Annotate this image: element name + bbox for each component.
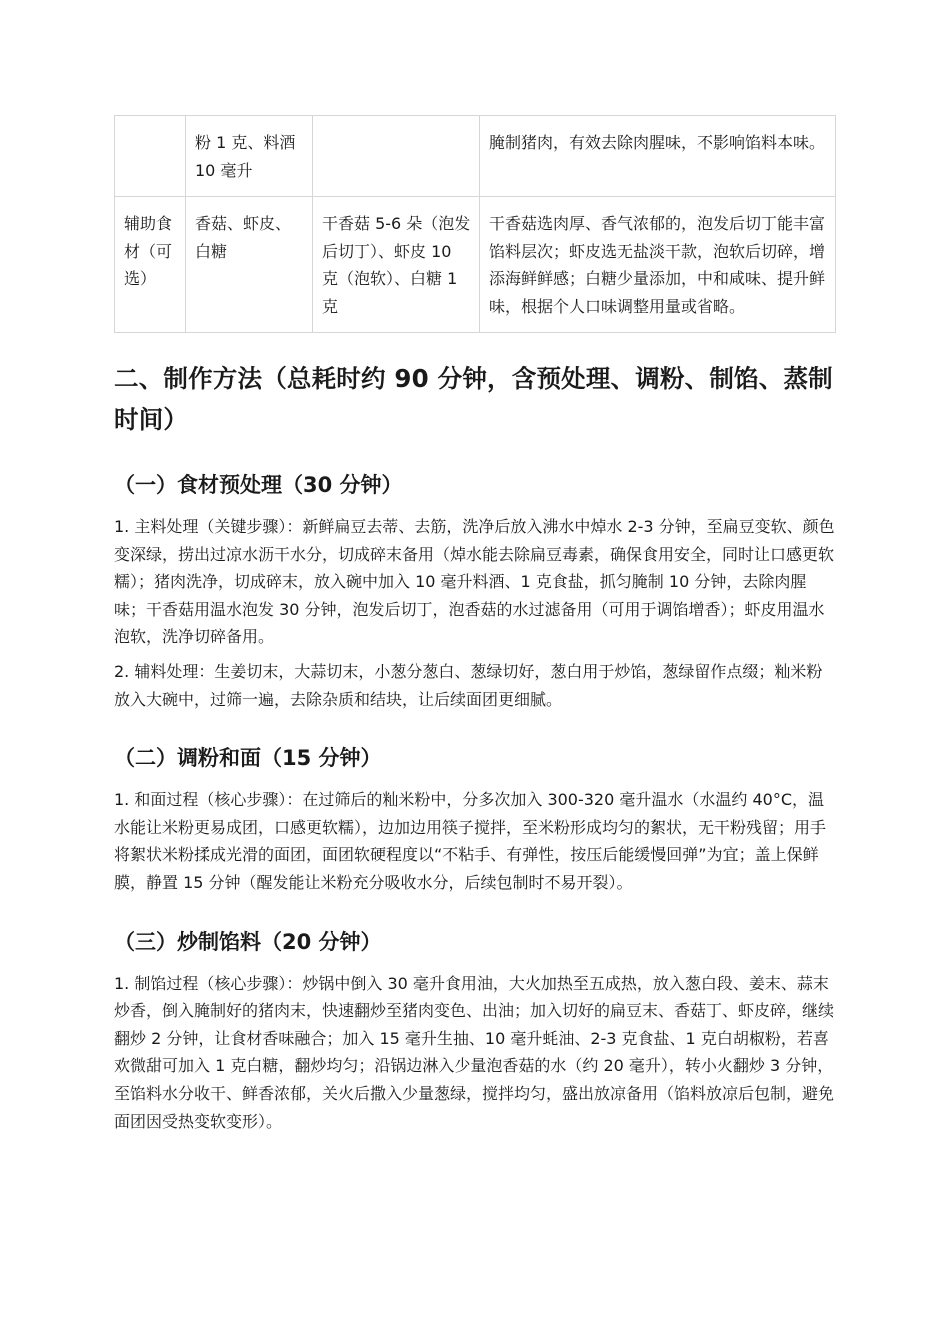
ingredients-table (114, 115, 836, 333)
table-row (115, 116, 836, 197)
paragraph-filling-process: 1. 制馅过程（核心步骤）：炒锅中倒入 30 毫升食用油，大火加热至五成热，放入葱白段、姜末、蒜末炒香，倒入腌制好的猪肉末，快速翻炒至猪肉变色、出油；加入切好的扁豆末、香菇丁、虾皮碎，继续翻炒 2 分钟，让食材香味融合；加入 15 毫升生抽、10 毫升蚝油、2-3 克食盐、1 克白胡椒粉，若喜欢微甜可加入 1 克白糖，翻炒均匀；沿锅边淋入少量泡香菇的水（约 20 毫升），转小火翻炒 3 分钟，至馅料水分收干、鲜香浓郁，关火后撒入少量葱绿，搅拌均匀，盛出放凉备用（馅料放凉后包制，避免面团因受热变软变形）。 (114, 973, 835, 1131)
document-page (114, 115, 835, 1135)
table-row (115, 197, 836, 333)
subsection-title-filling: （三）炒制馅料（20 分钟） (114, 929, 382, 954)
subsection-title-preprocess: （一）食材预处理（30 分钟） (114, 473, 403, 497)
table-cell-item: 粉 1 克、料酒 10 毫升 (186, 116, 313, 197)
table-cell-category (115, 116, 186, 197)
table-cell-note: 干香菇选肉厚、香气浓郁的，泡发后切丁能丰富馅料层次；虾皮选无盐淡干款，泡软后切碎，增添海鲜鲜感；白糖少量添加，中和咸味、提升鲜味，根据个人口味调整用量或省略。 (480, 197, 836, 333)
table-cell-category: 辅助食材（可选） (115, 197, 186, 333)
table-cell-item: 香菇、虾皮、白糖 (186, 197, 313, 333)
paragraph-dough-process: 1. 和面过程（核心步骤）：在过筛后的籼米粉中，分多次加入 300-320 毫升温水（水温约 40°C，温水能让米粉更易成团，口感更软糯），边加边用筷子搅拌，至米粉形成均匀的絮状，无干粉残留；用手将絮状米粉揉成光滑的面团，面团软硬程度以“不粘手、有弹性，按压后能缓慢回弹”为宜；盖上保鲜膜，静置 15 分钟（醒发能让米粉充分吸收水分，后续包制时不易开裂）。 (114, 790, 827, 892)
paragraph-auxiliary-prep: 2. 辅料处理：生姜切末，大蒜切末，小葱分葱白、葱绿切好，葱白用于炒馅，葱绿留作点缀；籼米粉放入大碗中，过筛一遍，去除杂质和结块，让后续面团更细腻。 (114, 661, 823, 709)
paragraph-main-ingredient-prep: 1. 主料处理（关键步骤）：新鲜扁豆去蒂、去筋，洗净后放入沸水中焯水 2-3 分钟，至扁豆变软、颜色变深绿，捞出过凉水沥干水分，切成碎末备用（焯水能去除扁豆毒素，确保食用安全，同时让口感更软糯）；猪肉洗净，切成碎末，放入碗中加入 10 毫升料酒、1 克食盐，抓匀腌制 10 分钟，去除肉腥味；干香菇用温水泡发 30 分钟，泡发后切丁，泡香菇的水过滤备用（可用于调馅增香）；虾皮用温水泡软，洗净切碎备用。 (114, 517, 835, 647)
table-cell-note: 腌制猪肉，有效去除肉腥味，不影响馅料本味。 (480, 116, 836, 197)
subsection-title-dough: （二）调粉和面（15 分钟） (114, 746, 382, 771)
table-cell-amount: 干香菇 5-6 朵（泡发后切丁）、虾皮 10 克（泡软）、白糖 1 克 (313, 197, 480, 333)
table-cell-amount (313, 116, 480, 197)
section-title-method: 二、制作方法（总耗时约 90 分钟，含预处理、调粉、制馅、蒸制时间） (114, 364, 833, 434)
